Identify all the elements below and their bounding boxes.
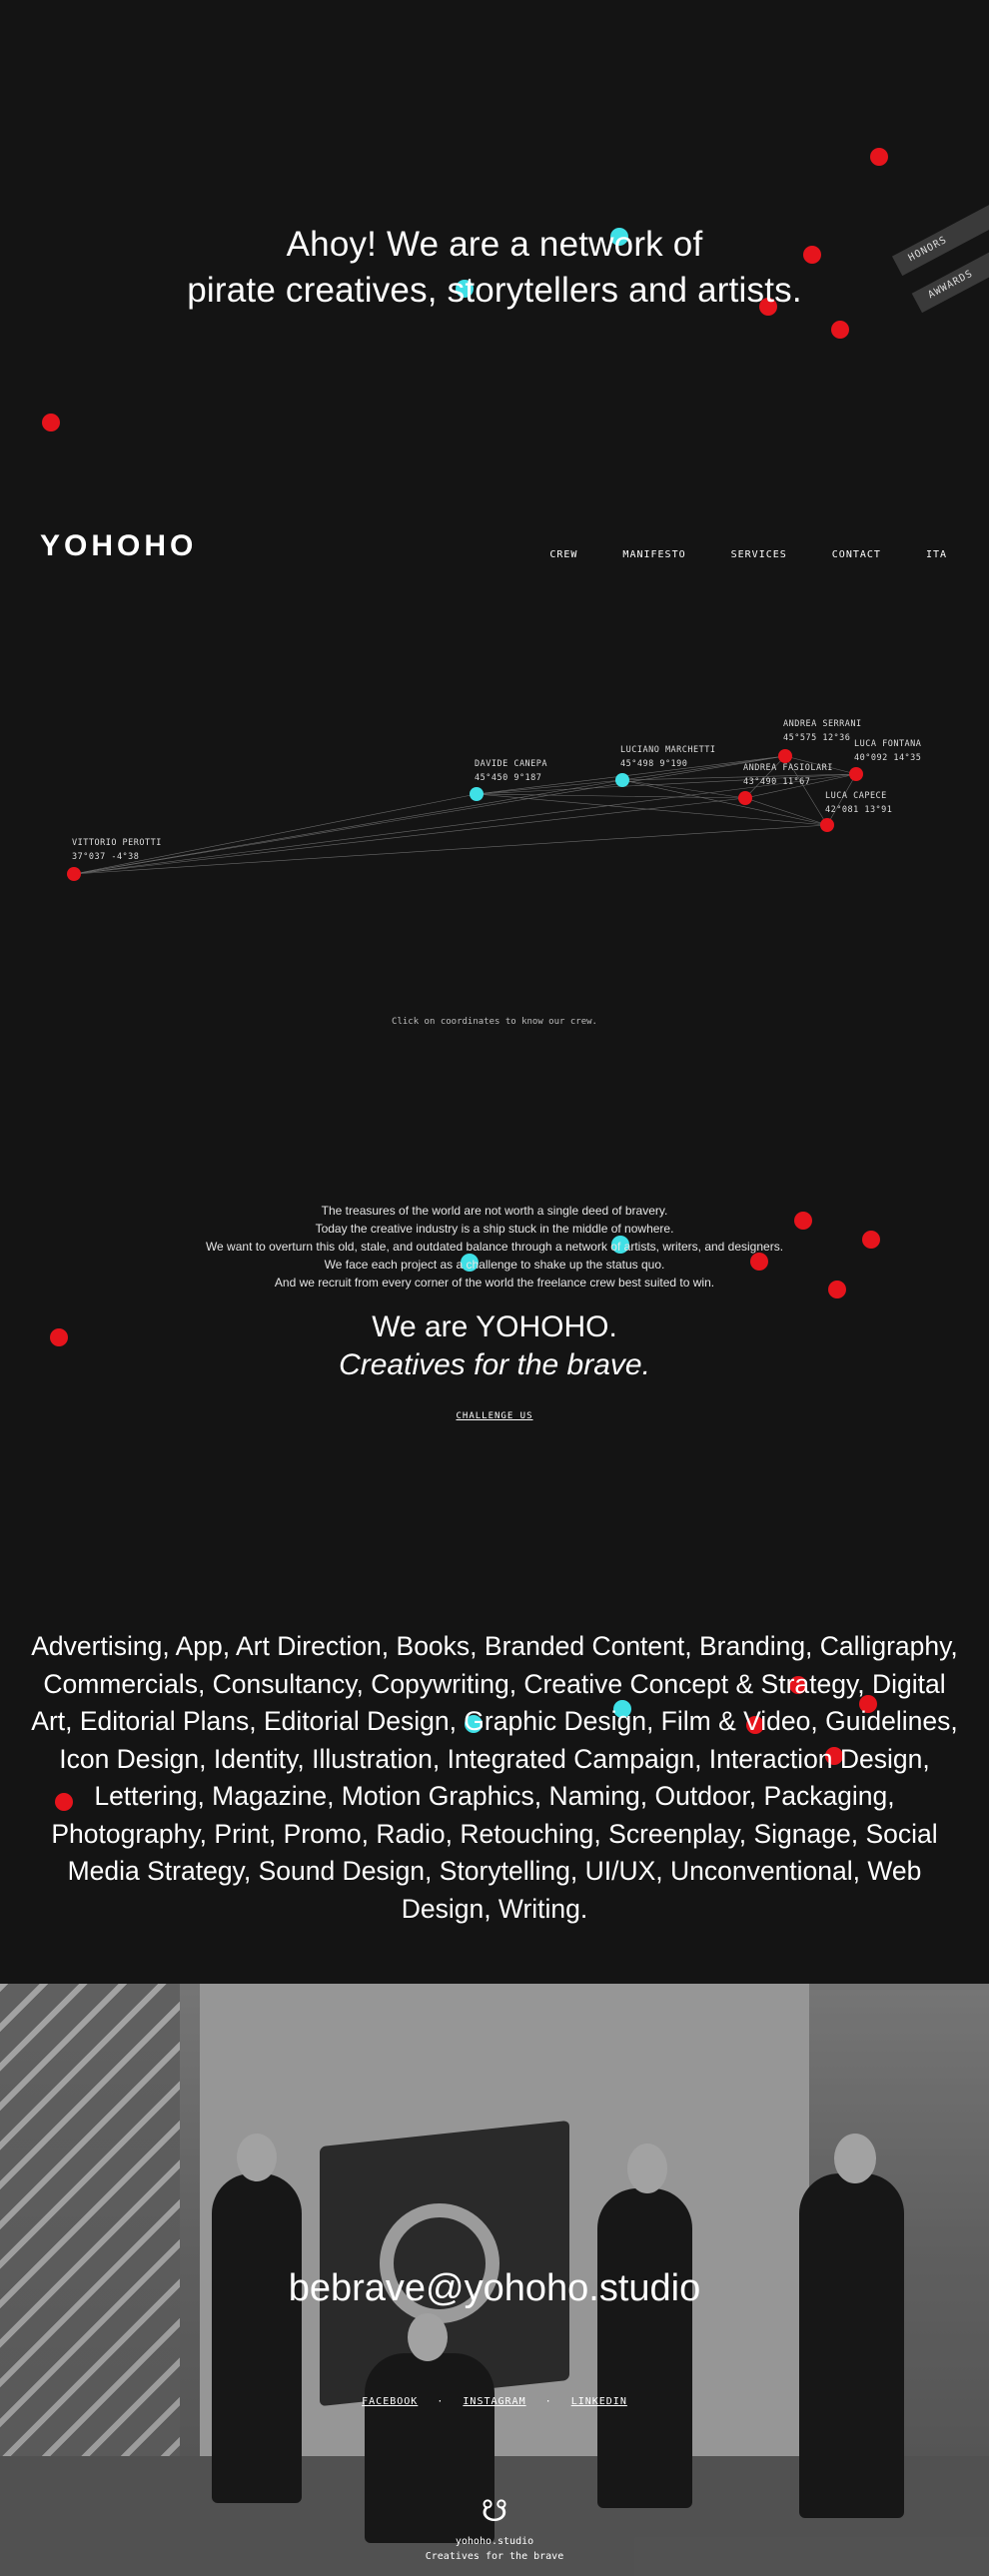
crew-label-andrea-fasiolari[interactable] [743, 761, 833, 789]
logo[interactable]: YOHOHO [40, 529, 198, 562]
crew-name: LUCIANO MARCHETTI [620, 745, 716, 755]
crew-coords: 45°450 9°187 [475, 773, 542, 783]
nav-crew[interactable]: CREW [549, 549, 578, 560]
crew-name: ANDREA SERRANI [783, 719, 862, 729]
crew-label-vittorio[interactable] [72, 836, 162, 864]
instagram-link[interactable]: INSTAGRAM [463, 2396, 526, 2407]
headline: We are YOHOHO. [372, 1310, 617, 1343]
decor-dot [42, 414, 60, 431]
crew-hint: Click on coordinates to know our crew. [392, 1017, 597, 1027]
crew-label-luciano[interactable] [620, 743, 716, 771]
social-separator: · [544, 2396, 552, 2407]
social-links [0, 2396, 989, 2407]
crew-dot-luca-fontana[interactable] [849, 767, 863, 781]
nav-language[interactable]: ITA [925, 549, 947, 560]
nav-manifesto[interactable]: MANIFESTO [622, 549, 686, 560]
crew-dot-vittorio[interactable] [67, 867, 81, 881]
footer-site: yohoho.studio [455, 2536, 534, 2547]
crew-name: VITTORIO PEROTTI [72, 838, 162, 848]
crew-label-luca-capece[interactable] [825, 789, 892, 817]
manifesto-text [0, 1202, 989, 1291]
crew-coords: 45°575 12°36 [783, 733, 851, 743]
crew-name: LUCA CAPECE [825, 791, 887, 801]
honors-label: HONORS [892, 205, 989, 276]
crew-coords: 43°490 11°67 [743, 777, 811, 787]
hero-heading [0, 222, 989, 314]
main-nav [549, 549, 947, 560]
crew-coords: 37°037 -4°38 [72, 852, 140, 862]
crew-coords: 40°092 14°35 [854, 753, 922, 763]
crew-coords: 45°498 9°190 [620, 759, 688, 769]
linkedin-link[interactable]: LINKEDIN [570, 2396, 627, 2407]
services-list: Advertising, App, Art Direction, Books, Branded Content, Branding, Calligraphy, Commercials, Consultancy, Copywriting, Creative Concept & Strategy, Digital Art, Editorial Plans, Editorial Design, Graphic Design, Film & Video, Guidelines, Icon Design, Identity, Illustration, Integrated Campaign, Interaction Design, Lettering, Magazine, Motion Graphics, Naming, Outdoor, Packaging, Photography, Print, Promo, Radio, Retouching, Screenplay, Signage, Social Media Strategy, Sound Design, Storytelling, UI/UX, Unconventional, Web Design, Writing. [31, 1631, 958, 1924]
footer-tagline: Creatives for the brave [425, 2551, 564, 2562]
crew-label-davide[interactable] [475, 757, 547, 785]
manifesto-line: The treasures of the world are not worth a single deed of bravery. [321, 1204, 668, 1218]
challenge-link-wrap [0, 1411, 989, 1421]
hero-line-2: pirate creatives, storytellers and artists. [187, 271, 802, 310]
decor-dot [831, 321, 849, 339]
manifesto-line: Today the creative industry is a ship stuck in the middle of nowhere. [315, 1222, 674, 1236]
challenge-us-link[interactable]: CHALLENGE US [456, 1411, 533, 1421]
crew-dot-luciano[interactable] [615, 773, 629, 787]
crew-name: ANDREA FASIOLARI [743, 763, 833, 773]
crew-coords: 42°081 13°91 [825, 805, 893, 815]
manifesto-line: We want to overturn this old, stale, and outdated balance through a network of artists, writers, and designers. [205, 1240, 784, 1254]
footer-text [0, 2534, 989, 2564]
awards-label: AWWARDS [912, 242, 989, 313]
hero-line-1: Ahoy! We are a network of [286, 225, 703, 264]
footer-logo-icon: ☋ [481, 2494, 508, 2529]
contact-email[interactable]: bebrave@yohoho.studio [288, 2267, 701, 2309]
nav-services[interactable]: SERVICES [730, 549, 787, 560]
nav-contact[interactable]: CONTACT [831, 549, 881, 560]
tagline: Creatives for the brave. [339, 1348, 650, 1381]
crew-name: DAVIDE CANEPA [475, 759, 548, 769]
manifesto-headline [0, 1308, 989, 1384]
decor-dot [870, 148, 888, 166]
crew-dot-davide[interactable] [470, 787, 484, 801]
manifesto-line: And we recruit from every corner of the world the freelance crew best suited to win. [274, 1276, 715, 1289]
facebook-link[interactable]: FACEBOOK [362, 2396, 419, 2407]
manifesto-line: We face each project as a challenge to shake up the status quo. [324, 1258, 665, 1272]
crew-dot-andrea-fasiolari[interactable] [738, 791, 752, 805]
crew-dot-luca-capece[interactable] [820, 818, 834, 832]
social-separator: · [437, 2396, 445, 2407]
crew-name: LUCA FONTANA [854, 739, 922, 749]
crew-label-andrea-serrani[interactable] [783, 717, 862, 745]
crew-label-luca-fontana[interactable] [854, 737, 921, 765]
